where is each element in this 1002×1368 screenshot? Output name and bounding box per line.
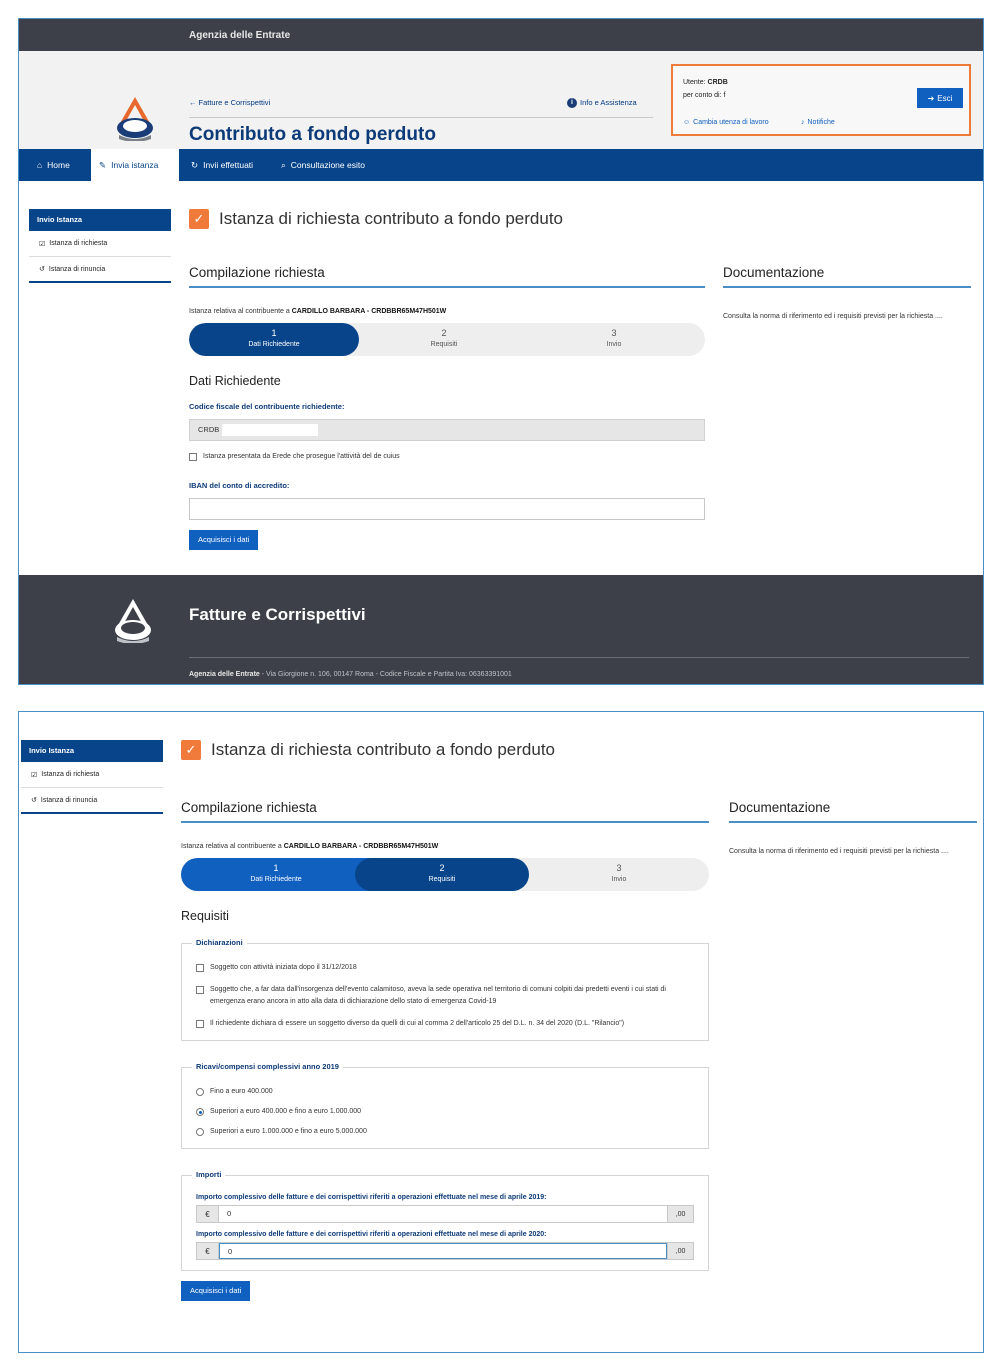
dichiarazione-checkbox[interactable]	[196, 986, 204, 994]
home-icon: ⌂	[37, 160, 43, 170]
top-bar	[19, 19, 983, 51]
form-column	[189, 265, 705, 550]
dichiarazioni-fieldset	[181, 938, 709, 1041]
documentazione-heading: Documentazione	[729, 800, 977, 823]
form-heading: Dati Richiedente	[189, 374, 281, 388]
sidebar-item-richiesta[interactable]: ☑ Istanza di richiesta	[29, 231, 171, 257]
step-3[interactable]: 3 Invio	[606, 328, 622, 348]
page-title: Contributo a fondo perduto	[189, 124, 436, 145]
notifications-link[interactable]	[801, 119, 835, 126]
dichiarazione-row[interactable]: Soggetto che, a far data dall'insorgenza dell'evento calamitoso, aveva la sede operativa nel territorio di comuni colpiti dai predetti eventi i cui stati di emergenza erano ancora in atto alla data di dichiarazione dello stato di emergenza Covid-19	[196, 984, 694, 1008]
compilazione-heading: Compilazione richiesta	[189, 265, 705, 288]
ricavi-option[interactable]: Fino a euro 400.000	[196, 1086, 694, 1098]
sidebar-title: Invio Istanza	[29, 209, 171, 231]
user-panel	[671, 64, 971, 136]
agency-name: Agenzia delle Entrate	[189, 30, 291, 41]
step-1[interactable]: 1 Dati Richiedente	[181, 858, 371, 891]
bell-icon: ♪	[801, 119, 805, 126]
step-2[interactable]: 2 Requisiti	[430, 328, 458, 348]
ricavi-radio[interactable]	[196, 1088, 204, 1096]
logout-label: Esci	[937, 93, 953, 103]
sidebar-item-rinuncia[interactable]: ↺ Istanza di rinuncia	[21, 788, 163, 814]
change-user-link[interactable]	[683, 119, 769, 126]
step-3[interactable]: 3 Invio	[611, 863, 627, 883]
back-arrow-icon: ←	[189, 98, 197, 107]
stepper	[181, 858, 709, 891]
erede-checkbox-row[interactable]: Istanza presentata da Erede che prosegue l'attività del de cuius	[189, 451, 705, 463]
sidebar	[21, 740, 163, 814]
ricavi-legend: Ricavi/compensi complessivi anno 2019	[192, 1062, 343, 1071]
ricavi-fieldset	[181, 1062, 709, 1149]
edit-icon: ☑	[39, 240, 46, 248]
logout-icon: ➜	[927, 93, 935, 103]
screenshot-step2	[18, 711, 984, 1353]
sidebar-item-richiesta[interactable]: ☑ Istanza di richiesta	[21, 762, 163, 788]
decimals-suffix: ,00	[667, 1243, 693, 1259]
main-content	[189, 209, 975, 544]
stepper	[189, 323, 705, 356]
compilazione-heading: Compilazione richiesta	[181, 800, 709, 823]
sidebar-title: Invio Istanza	[21, 740, 163, 762]
importo-2019-input[interactable]: 0	[219, 1206, 667, 1222]
ricavi-radio[interactable]	[196, 1128, 204, 1136]
undo-icon: ↺	[39, 266, 45, 273]
section-title: ✓ Istanza di richiesta contributo a fondo perduto	[189, 209, 975, 229]
footer-title: Fatture e Corrispettivi	[189, 605, 366, 624]
edit-icon: ☑	[31, 771, 38, 779]
checkbox-edit-icon: ✓	[189, 209, 209, 229]
form-heading: Requisiti	[181, 909, 229, 923]
header-divider	[189, 117, 653, 118]
main-content	[181, 740, 975, 1295]
breadcrumb-label: Fatture e Corrispettivi	[198, 98, 271, 107]
iban-input[interactable]	[189, 498, 705, 520]
doc-column	[723, 265, 971, 323]
nav-invii-effettuati[interactable]: ↻ Invii effettuati	[191, 159, 254, 170]
importo-2020-field	[196, 1242, 694, 1260]
main-nav	[19, 149, 983, 181]
importo-2020-label: Importo complessivo delle fatture e dei corrispettivi riferiti a operazioni effettuate nel mese di aprile 2020:	[196, 1231, 547, 1238]
checkbox-edit-icon: ✓	[181, 740, 201, 760]
nav-home[interactable]: ⌂ Home	[37, 160, 70, 170]
undo-icon: ↺	[31, 797, 37, 804]
breadcrumb[interactable]	[189, 98, 270, 107]
importo-2019-label: Importo complessivo delle fatture e dei corrispettivi riferiti a operazioni effettuate nel mese di aprile 2019:	[196, 1194, 547, 1201]
iban-label: IBAN del conto di accredito:	[189, 481, 290, 490]
search-icon: ⌕	[281, 159, 286, 170]
account-line: per conto di: f	[683, 92, 726, 99]
agenzia-logo-icon[interactable]	[113, 95, 157, 141]
sidebar-item-rinuncia[interactable]: ↺ Istanza di rinuncia	[29, 257, 171, 283]
redaction-mask	[222, 424, 318, 436]
documentazione-heading: Documentazione	[723, 265, 971, 288]
acquire-button[interactable]: Acquisisci i dati	[189, 530, 258, 550]
cf-field: CRDB	[189, 419, 705, 441]
importo-2019-field	[196, 1205, 694, 1223]
sidebar	[29, 209, 171, 283]
step-2[interactable]: 2 Requisiti	[355, 858, 529, 891]
dichiarazione-checkbox[interactable]	[196, 964, 204, 972]
footer-address: Agenzia delle Entrate - Via Giorgione n. 106, 00147 Roma - Codice Fiscale e Partita Iva: 06363391001	[189, 671, 512, 678]
dichiarazione-checkbox[interactable]	[196, 1020, 204, 1028]
importi-fieldset	[181, 1170, 709, 1271]
decimals-suffix: ,00	[667, 1206, 693, 1222]
dichiarazione-row[interactable]: Soggetto con attività iniziata dopo il 31/12/2018	[196, 962, 694, 974]
screenshot-step1	[18, 18, 984, 685]
ricavi-option[interactable]: Superiori a euro 1.000.000 e fino a euro 5.000.000	[196, 1126, 694, 1138]
user-line: Utente: CRDB	[683, 79, 728, 86]
agenzia-logo-icon	[111, 597, 155, 643]
doc-column	[729, 800, 977, 858]
step-1[interactable]: 1 Dati Richiedente	[189, 323, 359, 356]
logout-button[interactable]	[917, 88, 963, 108]
users-icon: ☺	[683, 119, 691, 126]
ricavi-option[interactable]: Superiori a euro 400.000 e fino a euro 1.000.000	[196, 1106, 694, 1118]
help-label: Info e Assistenza	[580, 98, 637, 107]
footer-divider	[189, 657, 969, 658]
euro-prefix: €	[197, 1243, 219, 1259]
info-icon: i	[567, 98, 577, 108]
edit-icon: ✎	[99, 159, 107, 170]
doc-text: Consulta la norma di riferimento ed i requisiti previsti per la richiesta ....	[723, 313, 943, 320]
nav-consultazione-esito[interactable]: ⌕ Consultazione esito	[281, 159, 365, 170]
nav-invia-istanza[interactable]: ✎ Invia istanza	[91, 149, 179, 181]
dichiarazione-row[interactable]: Il richiedente dichiara di essere un soggetto diverso da quelli di cui al comma 2 dell'articolo 25 del D.L. n. 34 del 2020 (D.L. "Rilancio")	[196, 1018, 694, 1030]
euro-prefix: €	[197, 1206, 219, 1222]
notifications-label: Notifiche	[807, 119, 835, 126]
cf-label: Codice fiscale del contribuente richiedente:	[189, 402, 345, 411]
section-title: ✓ Istanza di richiesta contributo a fondo perduto	[181, 740, 975, 760]
intro-text: Istanza relativa al contribuente a CARDILLO BARBARA - CRDBBR65M47H501W	[181, 843, 439, 850]
help-link[interactable]	[567, 98, 637, 108]
erede-checkbox[interactable]	[189, 453, 197, 461]
acquire-button[interactable]: Acquisisci i dati	[181, 1281, 250, 1301]
ricavi-radio-selected[interactable]	[196, 1108, 204, 1116]
footer	[19, 575, 983, 685]
dichiarazioni-legend: Dichiarazioni	[192, 938, 247, 947]
change-user-label: Cambia utenza di lavoro	[693, 119, 769, 126]
form-column	[181, 800, 709, 1301]
intro-text: Istanza relativa al contribuente a CARDILLO BARBARA - CRDBBR65M47H501W	[189, 308, 447, 315]
doc-text: Consulta la norma di riferimento ed i requisiti previsti per la richiesta ....	[729, 848, 949, 855]
importo-2020-input[interactable]: 0	[219, 1243, 667, 1259]
history-icon: ↻	[191, 159, 199, 170]
importi-legend: Importi	[192, 1170, 225, 1179]
